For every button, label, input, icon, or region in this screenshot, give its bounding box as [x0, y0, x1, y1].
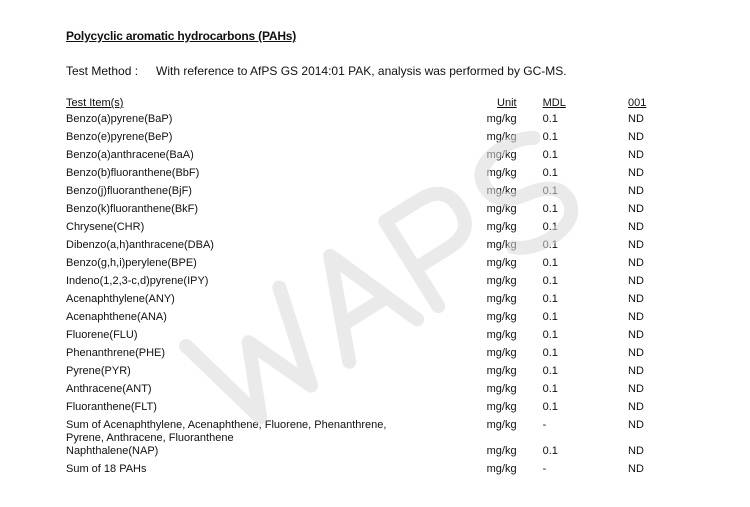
mdl-cell: -: [542, 463, 547, 475]
test-item-line: Sum of Acenaphthylene, Acenaphthene, Fluorene, Phenanthrene,: [66, 419, 387, 431]
result-cell: ND: [628, 293, 644, 305]
test-method-text: With reference to AfPS GS 2014:01 PAK, analysis was performed by GC-MS.: [156, 64, 567, 78]
unit-cell: mg/kg: [486, 131, 517, 143]
test-item-cell: Fluorene(FLU): [66, 329, 138, 341]
table-row: [64, 419, 684, 445]
unit-cell: mg/kg: [486, 293, 517, 305]
result-cell: ND: [628, 185, 644, 197]
test-item-cell: Pyrene(PYR): [66, 365, 131, 377]
mdl-cell: 0.1: [542, 221, 558, 233]
mdl-cell: 0.1: [542, 329, 558, 341]
test-item-cell: Benzo(a)anthracene(BaA): [66, 149, 194, 161]
test-item-cell: Dibenzo(a,h)anthracene(DBA): [66, 239, 214, 251]
unit-cell: mg/kg: [486, 275, 517, 287]
test-item-line: Pyrene, Anthracene, Fluoranthene: [66, 432, 234, 444]
mdl-cell: 0.1: [542, 203, 558, 215]
mdl-cell: 0.1: [542, 239, 558, 251]
test-item-cell: Benzo(g,h,i)perylene(BPE): [66, 257, 197, 269]
result-cell: ND: [628, 365, 644, 377]
column-header-mdl: MDL: [542, 97, 566, 109]
unit-cell: mg/kg: [486, 383, 517, 395]
mdl-cell: 0.1: [542, 445, 558, 457]
mdl-cell: 0.1: [542, 383, 558, 395]
table-row: [64, 463, 684, 481]
result-cell: ND: [628, 167, 644, 179]
unit-cell: mg/kg: [486, 419, 517, 431]
unit-cell: mg/kg: [486, 149, 517, 161]
result-cell: ND: [628, 203, 644, 215]
table-row: [64, 275, 684, 293]
result-cell: ND: [628, 239, 644, 251]
result-cell: ND: [628, 221, 644, 233]
table-row: [64, 445, 684, 463]
mdl-cell: -: [542, 419, 547, 431]
mdl-cell: 0.1: [542, 347, 558, 359]
unit-cell: mg/kg: [486, 365, 517, 377]
test-item-cell: Sum of 18 PAHs: [66, 463, 147, 475]
mdl-cell: 0.1: [542, 293, 558, 305]
table-row: [64, 365, 684, 383]
unit-cell: mg/kg: [486, 401, 517, 413]
mdl-cell: 0.1: [542, 167, 558, 179]
results-table: [64, 97, 684, 481]
mdl-cell: 0.1: [542, 365, 558, 377]
unit-cell: mg/kg: [486, 167, 517, 179]
result-cell: ND: [628, 149, 644, 161]
section-title: Polycyclic aromatic hydrocarbons (PAHs): [66, 29, 297, 43]
test-item-cell: Naphthalene(NAP): [66, 445, 159, 457]
table-row: [64, 293, 684, 311]
table-row: [64, 149, 684, 167]
test-item-cell: Benzo(j)fluoranthene(BjF): [66, 185, 192, 197]
test-item-cell: Indeno(1,2,3-c,d)pyrene(IPY): [66, 275, 209, 287]
unit-cell: mg/kg: [486, 311, 517, 323]
unit-cell: mg/kg: [486, 239, 517, 251]
table-row: [64, 239, 684, 257]
table-row: [64, 383, 684, 401]
test-method-label: Test Method :: [66, 64, 139, 78]
result-cell: ND: [628, 445, 644, 457]
table-row: [64, 185, 684, 203]
result-cell: ND: [628, 311, 644, 323]
result-cell: ND: [628, 419, 644, 431]
result-cell: ND: [628, 329, 644, 341]
test-item-cell: Benzo(b)fluoranthene(BbF): [66, 167, 200, 179]
unit-cell: mg/kg: [486, 257, 517, 269]
mdl-cell: 0.1: [542, 149, 558, 161]
test-item-cell: [64, 419, 423, 445]
mdl-cell: 0.1: [542, 113, 558, 125]
table-row: [64, 347, 684, 365]
column-header-unit: Unit: [497, 97, 517, 109]
mdl-cell: 0.1: [542, 401, 558, 413]
mdl-cell: 0.1: [542, 311, 558, 323]
unit-cell: mg/kg: [486, 347, 517, 359]
test-item-cell: Fluoranthene(FLT): [66, 401, 157, 413]
table-row: [64, 203, 684, 221]
test-item-cell: Benzo(k)fluoranthene(BkF): [66, 203, 199, 215]
result-cell: ND: [628, 401, 644, 413]
result-cell: ND: [628, 383, 644, 395]
test-item-cell: Acenaphthylene(ANY): [66, 293, 175, 305]
mdl-cell: 0.1: [542, 257, 558, 269]
test-item-cell: Phenanthrene(PHE): [66, 347, 166, 359]
test-item-cell: Acenaphthene(ANA): [66, 311, 167, 323]
test-item-cell: Anthracene(ANT): [66, 383, 152, 395]
table-row: [64, 257, 684, 275]
result-cell: ND: [628, 257, 644, 269]
table-row: [64, 167, 684, 185]
unit-cell: mg/kg: [486, 221, 517, 233]
test-method: [66, 64, 567, 78]
result-cell: ND: [628, 347, 644, 359]
result-cell: ND: [628, 113, 644, 125]
result-cell: ND: [628, 275, 644, 287]
unit-cell: mg/kg: [486, 185, 517, 197]
table-header-row: [64, 97, 684, 113]
mdl-cell: 0.1: [542, 131, 558, 143]
column-header-sample-001: 001: [628, 97, 647, 109]
table-row: [64, 113, 684, 131]
unit-cell: mg/kg: [486, 445, 517, 457]
mdl-cell: 0.1: [542, 185, 558, 197]
result-cell: ND: [628, 463, 644, 475]
unit-cell: mg/kg: [486, 463, 517, 475]
test-item-cell: Benzo(e)pyrene(BeP): [66, 131, 173, 143]
test-item-cell: Chrysene(CHR): [66, 221, 145, 233]
column-header-test-item: Test Item(s): [66, 97, 124, 109]
table-row: [64, 131, 684, 149]
unit-cell: mg/kg: [486, 113, 517, 125]
result-cell: ND: [628, 131, 644, 143]
unit-cell: mg/kg: [486, 203, 517, 215]
table-row: [64, 311, 684, 329]
table-row: [64, 329, 684, 347]
table-row: [64, 401, 684, 419]
unit-cell: mg/kg: [486, 329, 517, 341]
table-row: [64, 221, 684, 239]
mdl-cell: 0.1: [542, 275, 558, 287]
test-item-cell: Benzo(a)pyrene(BaP): [66, 113, 173, 125]
